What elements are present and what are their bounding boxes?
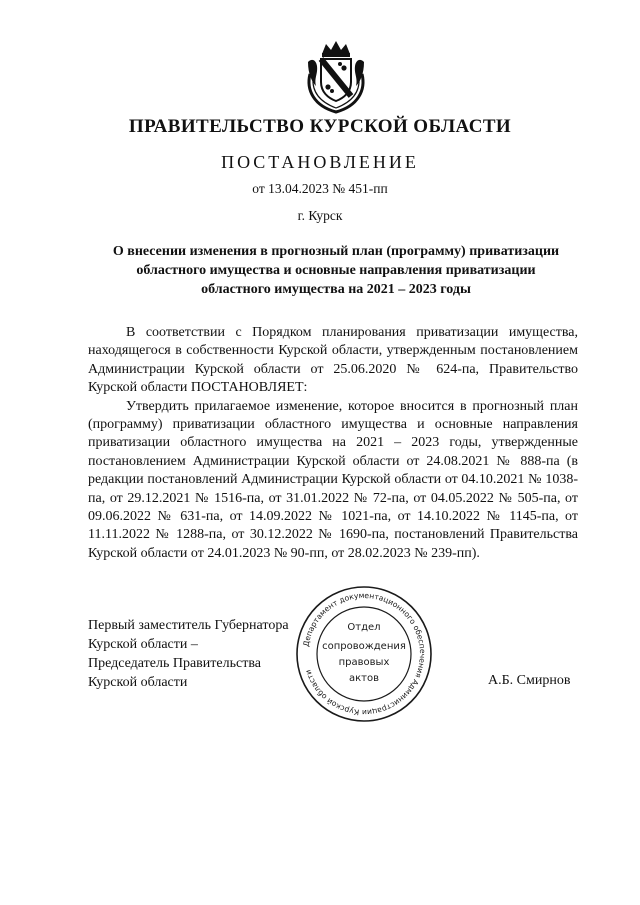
government-name: ПРАВИТЕЛЬСТВО КУРСКОЙ ОБЛАСТИ (128, 116, 512, 137)
document-title: О внесении изменения в прогнозный план (программу) приватизации областного имущества и основные направления приватизации областного имущества на 2021 – 2023 годы (112, 244, 560, 297)
document-city: г. Курск (297, 208, 343, 223)
body-paragraph: В соответствии с Порядком планирования приватизации имущества, находящегося в собственности Курской области, утвержденным постановлением Администрации Курской области от 25.06.2020 № 624-па, Правительство Курской области ПОСТАНОВЛЯЕТ: (88, 325, 578, 396)
coat-of-arms-emblem (304, 38, 368, 114)
body-paragraph: Утвердить прилагаемое изменение, которое вносится в прогнозный план (программу) приватизации областного имущества и основные направления приватизации областного имущества на 2021 – 2023 годы, утвержденные постановлением Администрации Курской области от 24.08.2021 № 888-па (в редакции постановлений Администрации Курской области от 04.10.2021 № 1038-па, от 29.12.2021 № 1516-па, от 31.01.2022 № 72-па, от 04.05.2022 № 505-па, от 09.06.2022 № 631-па, от 14.09.2022 № 1021-па, от 14.10.2022 № 1145-па, от 11.11.2022 № 1288-па, от 30.12.2022 № 1690-па, постановлений Правительства Курской области от 24.01.2023 № 90-пп, от 28.02.2023 № 239-пп). (88, 398, 578, 561)
signatory-position-line: Курской области (88, 675, 188, 690)
stamp-inner-line: правовых (338, 657, 390, 668)
stamp-inner-line: сопровождения (322, 641, 406, 652)
signatory-position-line: Первый заместитель Губернатора (88, 618, 289, 633)
document-type: ПОСТАНОВЛЕНИЕ (221, 152, 419, 172)
signatory-position (88, 616, 289, 692)
official-stamp (294, 585, 434, 723)
document-body (88, 324, 578, 563)
signatory-name: А.Б. Смирнов (488, 673, 571, 688)
signatory-position-line: Председатель Правительства (88, 656, 261, 671)
stamp-ring-text: Департамент документационного обеспечения Администрации Курской области (301, 590, 428, 718)
document-date-number: от 13.04.2023 № 451-пп (252, 181, 388, 196)
signatory-position-line: Курской области – (88, 637, 198, 652)
stamp-inner-line: Отдел (347, 622, 381, 633)
stamp-inner-line: актов (348, 673, 380, 684)
